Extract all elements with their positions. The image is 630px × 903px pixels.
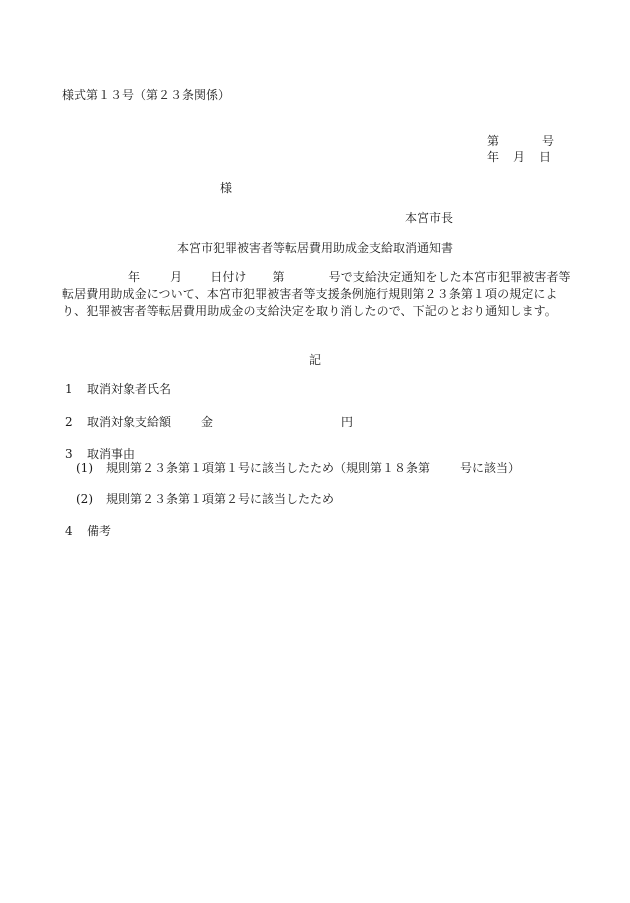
subitem-text: 規則第２３条第１項第１号に該当したため（規則第１８条第 — [106, 461, 431, 475]
recipient-suffix: 様 — [220, 181, 233, 195]
reason-subitem-2 — [76, 491, 334, 507]
date-month: 月 — [513, 150, 526, 164]
ki-heading: 記 — [308, 353, 321, 367]
date-day: 日 — [539, 150, 552, 164]
subitem-text: 規則第２３条第１項第２号に該当したため — [106, 492, 335, 506]
document-number-block — [487, 133, 554, 165]
document-number-line — [487, 133, 554, 149]
doc-number-prefix: 第 — [487, 134, 500, 148]
subitem-number: (2) — [76, 492, 93, 506]
sender-name: 本宮市長 — [405, 211, 454, 225]
amount-yen: 円 — [341, 415, 354, 429]
item-remarks — [65, 523, 111, 539]
item-label: 取消事由 — [87, 447, 136, 461]
document-date-line — [487, 149, 554, 165]
item-recipient-name — [65, 381, 171, 397]
item-amount — [65, 414, 353, 430]
item-number: 1 — [65, 382, 73, 396]
subitem-number: (1) — [76, 461, 93, 475]
item-label: 取消対象者氏名 — [87, 382, 172, 396]
reason-subitem-1 — [76, 460, 520, 476]
body-month: 月 — [170, 270, 183, 284]
body-dai: 第 — [272, 270, 285, 284]
body-paragraph — [62, 269, 578, 320]
body-day-dated: 日付け — [210, 270, 247, 284]
item-label: 備考 — [87, 524, 112, 538]
document-title: 本宮市犯罪被害者等転居費用助成金支給取消通知書 — [176, 241, 453, 255]
body-rest: 号で支給決定通知をした本宮市犯罪被害者等転居費用助成金について、本宮市犯罪被害者等支援条例施行規則第２３条第１項の規定により、犯罪被害者等転居費用助成金の支給決定を取り消したので、下記のとおり通知します。 — [62, 270, 571, 318]
doc-number-suffix: 号 — [542, 134, 555, 148]
subitem-text-end: 号に該当） — [460, 461, 521, 475]
item-number: 3 — [65, 447, 73, 461]
item-label: 取消対象支給額 — [87, 415, 172, 429]
amount-kin: 金 — [201, 415, 214, 429]
form-number: 様式第１３号（第２３条関係） — [62, 88, 231, 102]
date-year: 年 — [487, 150, 500, 164]
body-year: 年 — [128, 270, 141, 284]
item-number: 2 — [65, 415, 73, 429]
item-number: 4 — [65, 524, 73, 538]
